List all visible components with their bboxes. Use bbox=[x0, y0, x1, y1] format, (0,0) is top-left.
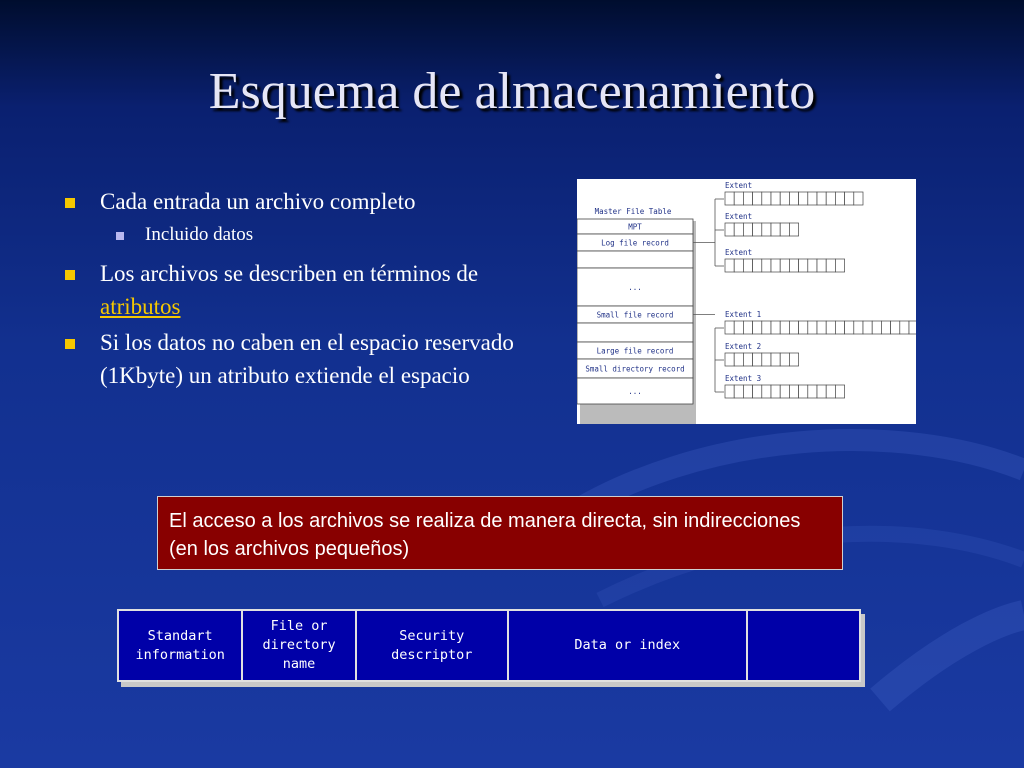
extent-block bbox=[854, 192, 863, 205]
extent-block bbox=[872, 321, 881, 334]
extent-block bbox=[817, 259, 826, 272]
extent-block bbox=[734, 259, 743, 272]
extent-block bbox=[771, 353, 780, 366]
extent-block bbox=[743, 259, 752, 272]
extent-block bbox=[734, 353, 743, 366]
extent-block bbox=[734, 385, 743, 398]
slide-title: Esquema de almacenamiento bbox=[208, 63, 816, 120]
extent-label: Extent 1 bbox=[725, 310, 762, 319]
sub-bullet-text: Incluido datos bbox=[145, 224, 254, 245]
extent-label: Extent bbox=[725, 248, 753, 257]
bullet-text: Si los datos no caben en el espacio reservado (1Kbyte) un atributo extiende el espacio bbox=[100, 330, 514, 388]
extent-block bbox=[799, 321, 808, 334]
record-field-cell bbox=[748, 611, 859, 680]
extent-block bbox=[808, 259, 817, 272]
extent-block bbox=[734, 321, 743, 334]
extent-block bbox=[808, 385, 817, 398]
extent-block bbox=[826, 259, 835, 272]
extent-block bbox=[780, 385, 789, 398]
bullet-square-icon bbox=[65, 198, 75, 208]
extent-block bbox=[725, 192, 734, 205]
extent-block bbox=[743, 192, 752, 205]
extent-block bbox=[725, 223, 734, 236]
extent-block bbox=[835, 259, 844, 272]
extent-block bbox=[826, 192, 835, 205]
extent-label: Extent 3 bbox=[725, 374, 762, 383]
extent-block bbox=[789, 192, 798, 205]
extent-block bbox=[845, 321, 854, 334]
extent-block bbox=[771, 321, 780, 334]
extent-block bbox=[780, 353, 789, 366]
extent-label: Extent bbox=[725, 181, 753, 190]
extent-block bbox=[780, 259, 789, 272]
extent-block bbox=[771, 223, 780, 236]
extent-block bbox=[909, 321, 916, 334]
extent-block bbox=[725, 321, 734, 334]
extent-block bbox=[771, 385, 780, 398]
mft-row-label: Log file record bbox=[601, 238, 669, 248]
extent-block bbox=[835, 385, 844, 398]
bullet-list bbox=[62, 185, 532, 395]
extent-block bbox=[854, 321, 863, 334]
note-box: El acceso a los archivos se realiza de manera directa, sin indirecciones (en los archivos pequeños) bbox=[157, 496, 843, 570]
extent-block bbox=[771, 259, 780, 272]
mft-table-label: Master File Table bbox=[594, 207, 672, 216]
extent-block bbox=[725, 353, 734, 366]
extent-block bbox=[817, 321, 826, 334]
extent-block bbox=[762, 223, 771, 236]
mft-row-label: ... bbox=[628, 283, 642, 292]
record-field-cell: Security descriptor bbox=[357, 611, 509, 680]
extent-label: Extent bbox=[725, 212, 753, 221]
mft-row-label: Large file record bbox=[596, 346, 674, 356]
record-field-cell: Standart information bbox=[119, 611, 243, 680]
extent-block bbox=[808, 321, 817, 334]
mft-row bbox=[577, 251, 693, 268]
record-field-cell: Data or index bbox=[509, 611, 748, 680]
extent-block bbox=[881, 321, 890, 334]
bullet-item bbox=[62, 185, 532, 218]
extent-block bbox=[725, 385, 734, 398]
extent-block bbox=[789, 223, 798, 236]
mft-diagram bbox=[577, 179, 916, 424]
extent-block bbox=[817, 192, 826, 205]
extent-block bbox=[771, 192, 780, 205]
extent-block bbox=[753, 259, 762, 272]
extent-block bbox=[762, 321, 771, 334]
extent-block bbox=[863, 321, 872, 334]
extent-block bbox=[845, 192, 854, 205]
extent-block bbox=[799, 259, 808, 272]
bullet-item bbox=[62, 326, 532, 392]
bullet-text: Cada entrada un archivo completo bbox=[100, 189, 416, 214]
extent-block bbox=[891, 321, 900, 334]
extent-block bbox=[734, 192, 743, 205]
extent-block bbox=[762, 192, 771, 205]
extent-block bbox=[743, 385, 752, 398]
extent-block bbox=[753, 192, 762, 205]
extent-block bbox=[743, 353, 752, 366]
extent-block bbox=[826, 385, 835, 398]
extent-block bbox=[799, 192, 808, 205]
bullet-item bbox=[62, 257, 532, 323]
extent-block bbox=[753, 385, 762, 398]
extent-block bbox=[734, 223, 743, 236]
bullet-text: Los archivos se describen en términos de bbox=[100, 261, 479, 286]
extent-block bbox=[762, 385, 771, 398]
extent-block bbox=[743, 321, 752, 334]
extent-block bbox=[789, 259, 798, 272]
extent-block bbox=[762, 353, 771, 366]
extent-block bbox=[789, 385, 798, 398]
mft-row-label: ... bbox=[628, 387, 642, 396]
extent-block bbox=[725, 259, 734, 272]
extent-block bbox=[789, 321, 798, 334]
extent-block bbox=[835, 321, 844, 334]
extent-block bbox=[743, 223, 752, 236]
record-layout-table bbox=[117, 609, 861, 682]
extent-block bbox=[900, 321, 909, 334]
record-fields bbox=[117, 609, 861, 682]
atributos-link[interactable]: atributos bbox=[100, 294, 181, 319]
mft-row-label: Small file record bbox=[596, 310, 674, 320]
record-field-cell: File or directory name bbox=[243, 611, 356, 680]
extent-block bbox=[753, 223, 762, 236]
sub-bullet-square-icon bbox=[116, 232, 124, 240]
mft-row-label: Small directory record bbox=[585, 364, 685, 374]
extent-block bbox=[799, 385, 808, 398]
extent-block bbox=[789, 353, 798, 366]
extent-block bbox=[780, 223, 789, 236]
sub-bullet-item bbox=[62, 221, 532, 249]
extent-block bbox=[780, 192, 789, 205]
extent-block bbox=[817, 385, 826, 398]
extent-block bbox=[835, 192, 844, 205]
extent-block bbox=[808, 192, 817, 205]
extent-label: Extent 2 bbox=[725, 342, 762, 351]
extent-block bbox=[826, 321, 835, 334]
mft-row bbox=[577, 323, 693, 342]
mft-row-label: MPT bbox=[628, 222, 642, 232]
bullet-square-icon bbox=[65, 270, 75, 280]
extent-block bbox=[753, 321, 762, 334]
extent-block bbox=[762, 259, 771, 272]
bullet-square-icon bbox=[65, 339, 75, 349]
extent-block bbox=[753, 353, 762, 366]
extent-block bbox=[780, 321, 789, 334]
